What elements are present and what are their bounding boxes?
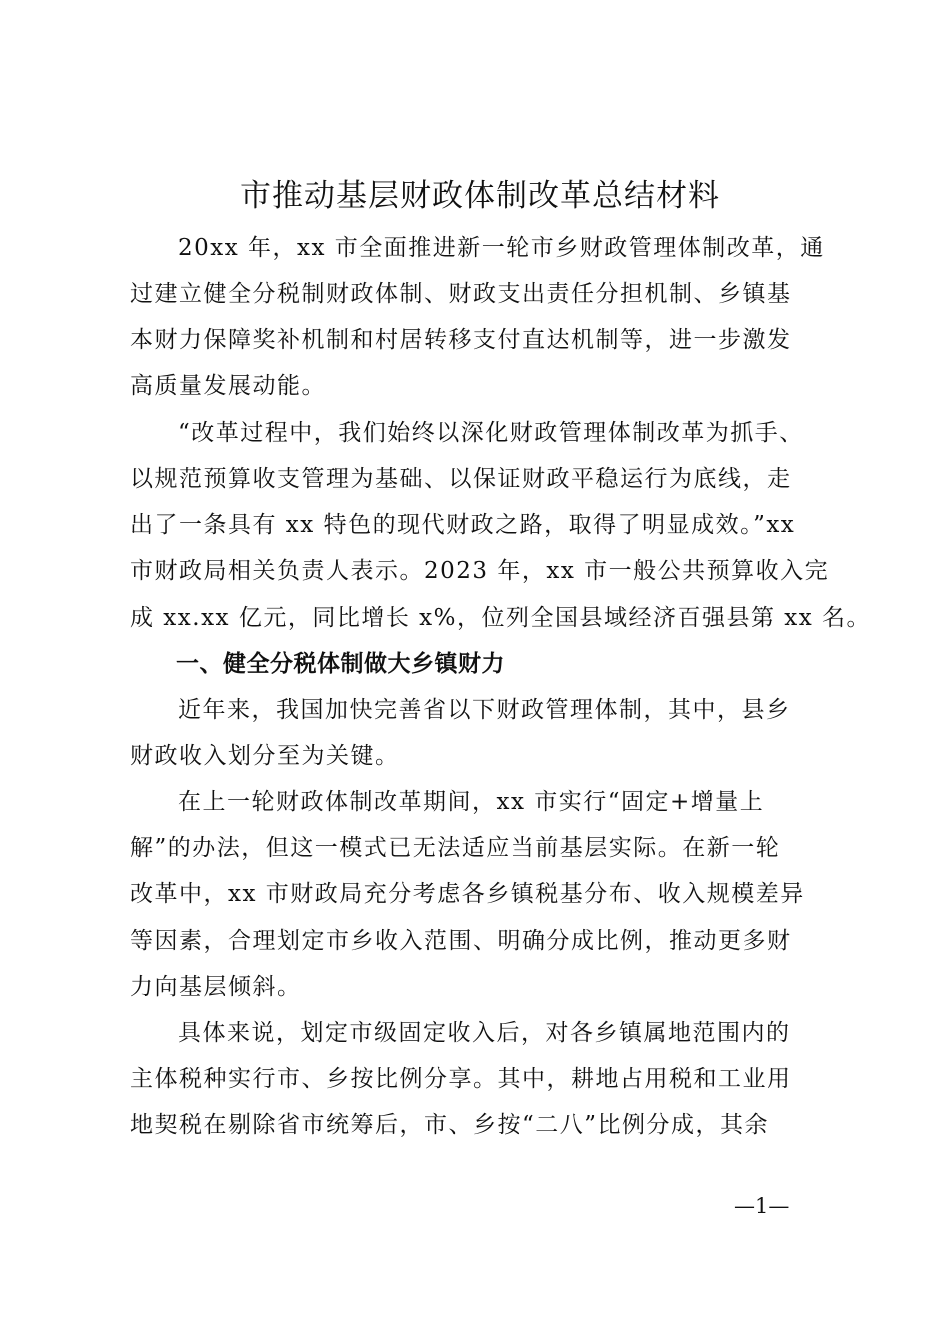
paragraph-2-line-2: 以规范预算收支管理为基础、以保证财政平稳运行为底线，走 <box>130 466 792 492</box>
paragraph-5-line-1: 具体来说，划定市级固定收入后，对各乡镇属地范围内的 <box>178 1020 791 1046</box>
paragraph-5-line-2: 主体税种实行市、乡按比例分享。其中，耕地占用税和工业用 <box>130 1066 792 1092</box>
paragraph-4-line-3: 改革中，xx 市财政局充分考虑各乡镇税基分布、收入规模差异 <box>130 881 805 907</box>
section-heading: 一、健全分税体制做大乡镇财力 <box>176 651 505 677</box>
paragraph-3-line-1: 近年来，我国加快完善省以下财政管理体制，其中，县乡 <box>178 697 791 723</box>
paragraph-4-line-5: 力向基层倾斜。 <box>130 974 302 1000</box>
paragraph-5-line-3: 地契税在剔除省市统筹后，市、乡按“二八”比例分成，其余 <box>130 1112 770 1138</box>
paragraph-1-line-3: 本财力保障奖补机制和村居转移支付直达机制等，进一步激发 <box>130 327 792 353</box>
paragraph-3-line-2: 财政收入划分至为关键。 <box>130 743 400 769</box>
page-number: —1— <box>734 1194 790 1218</box>
paragraph-2-line-1: “改革过程中，我们始终以深化财政管理体制改革为抓手、 <box>178 420 804 446</box>
paragraph-4-line-4: 等因素，合理划定市乡收入范围、明确分成比例，推动更多财 <box>130 928 792 954</box>
paragraph-2-line-5: 成 xx.xx 亿元，同比增长 x%，位列全国县域经济百强县第 xx 名。 <box>130 605 872 631</box>
paragraph-4-line-1: 在上一轮财政体制改革期间，xx 市实行“固定+增量上 <box>178 789 765 815</box>
paragraph-2-line-3: 出了一条具有 xx 特色的现代财政之路，取得了明显成效。”xx <box>130 512 796 538</box>
paragraph-4-line-2: 解”的办法，但这一模式已无法适应当前基层实际。在新一轮 <box>130 835 781 861</box>
document-title: 市推动基层财政体制改革总结材料 <box>240 178 720 214</box>
paragraph-2-line-4: 市财政局相关负责人表示。2023 年，xx 市一般公共预算收入完 <box>130 558 830 584</box>
paragraph-1-line-4: 高质量发展动能。 <box>130 373 326 399</box>
paragraph-1-line-2: 过建立健全分税制财政体制、财政支出责任分担机制、乡镇基 <box>130 281 792 307</box>
paragraph-1-line-1: 20xx 年，xx 市全面推进新一轮市乡财政管理体制改革，通 <box>178 235 825 261</box>
